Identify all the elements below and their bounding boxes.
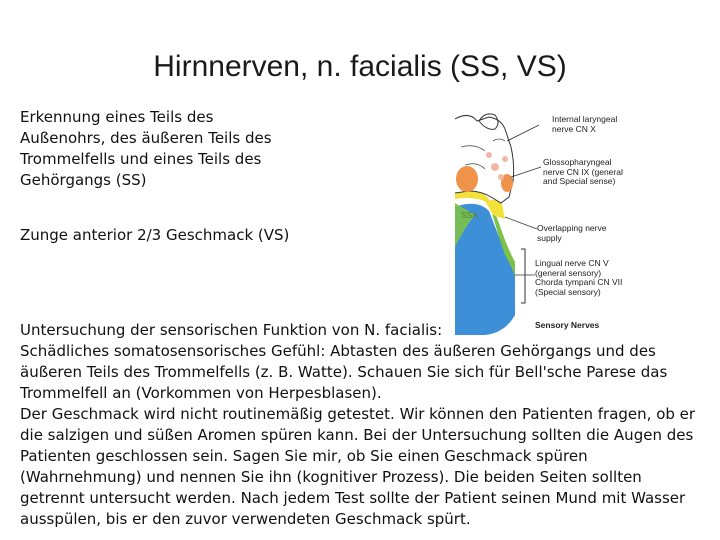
external-ear-paragraph: Erkennung eines Teils des Außenohrs, des äußeren Teils des Trommelfells und eines Teils des Gehörgangs (SS) xyxy=(20,108,272,189)
page-title: Hirnnerven, n. facialis (SS, VS) xyxy=(153,50,567,83)
orange-region-left xyxy=(456,166,478,192)
examination-paragraph-2: Der Geschmack wird nicht routinemäßig getestet. Wir können den Patienten fragen, ob er die salzigen und süßen Aromen spüren kann. Bei der Untersuchung sollten die Augen des Patienten geschlossen sein. Sagen Sie mir, ob Sie einen Geschmack spüren (Wahrnehmung) und nennen Sie ihn (kognitiver Prozess). Die beiden Seiten sollten getrennt untersucht werden. Nach jedem Test sollte der Patient seinen Mund mit Wasser ausspülen, bis er den zuvor verwendeten Geschmack spürt. xyxy=(20,405,696,528)
tongue-sensory-nerves-figure xyxy=(455,107,625,335)
label-ssa: SSA xyxy=(461,210,479,220)
examination-text xyxy=(20,320,700,530)
label-overlapping: Overlapping nerve supply xyxy=(537,223,607,243)
label-lingual-chorda: Lingual nerve CN V (general sensory) Chorda tympani CN VII (Special sensory) xyxy=(535,258,623,297)
examination-paragraph-1: Schädliches somatosensorisches Gefühl: Abtasten des äußeren Gehörgangs und des äußeren Teils des Trommelfells (z. B. Watte). Schauen Sie sich für Bell'sche Parese das Trommelfell an (Vorkommen von Herpesblasen). xyxy=(20,342,668,402)
figure-caption: Sensory Nerves xyxy=(535,320,600,330)
external-ear-text xyxy=(20,107,290,191)
tongue-taste-paragraph: Zunge anterior 2/3 Geschmack (VS) xyxy=(20,226,290,244)
label-glossopharyngeal: Glossopharyngeal nerve CN IX (general and Special sense) xyxy=(543,157,623,186)
label-internal-laryngeal: Internal laryngeal nerve CN X xyxy=(552,114,618,134)
tongue-diagram xyxy=(455,107,625,335)
examination-heading: Untersuchung der sensorischen Funktion von N. facialis: xyxy=(20,321,443,339)
tongue-taste-text xyxy=(20,225,320,246)
